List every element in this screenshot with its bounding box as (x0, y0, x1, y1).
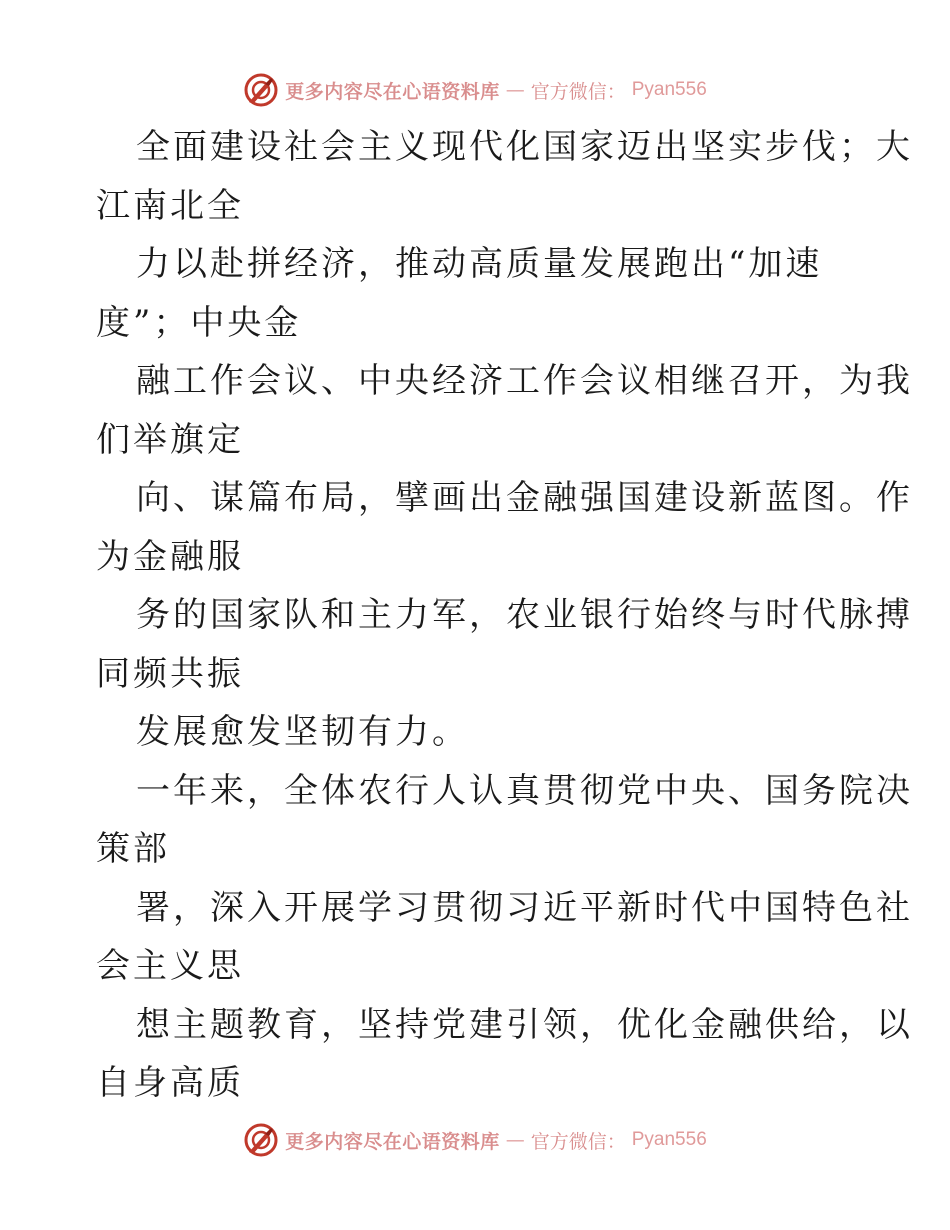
header-watermark-banner (0, 68, 950, 112)
body-line: 力以赴拼经济，推动高质量发展跑出“加速 (136, 244, 823, 284)
body-line: 融工作会议、中央经济工作会议相继召开，为我 (136, 361, 913, 401)
body-line: 们举旗定 (96, 419, 244, 460)
body-line: 自身高质 (96, 1063, 244, 1103)
banner-wechat-label: 官方微信： (530, 1130, 626, 1153)
body-line: 全面建设社会主义现代化国家迈出坚实步伐；大 (136, 127, 913, 167)
brand-logo-icon (243, 1122, 279, 1158)
banner-main-text: 更多内容尽在心语资料库 (285, 80, 500, 103)
footer-watermark-banner (0, 1118, 950, 1162)
banner-main-text: 更多内容尽在心语资料库 (285, 1130, 500, 1153)
body-line: 想主题教育，坚持党建引领，优化金融供给，以 (136, 1004, 913, 1045)
banner-wechat-id: Pyan556 (631, 1129, 707, 1150)
body-line: 江南北全 (96, 185, 244, 226)
body-line: 会主义思 (96, 946, 244, 986)
body-line: 为金融服 (96, 536, 244, 577)
banner-wechat-label: 官方微信： (530, 80, 626, 103)
body-line: 务的国家队和主力军，农业银行始终与时代脉搏 (136, 595, 913, 635)
banner-wechat-id: Pyan556 (631, 79, 707, 100)
body-line: 发展愈发坚韧有力。 (136, 712, 469, 752)
body-line: 度”；中央金 (96, 302, 302, 343)
document-body (96, 118, 913, 1113)
body-line: 署，深入开展学习贯彻习近平新时代中国特色社 (136, 887, 913, 928)
banner-dash: — (505, 79, 525, 101)
banner-dash: — (505, 1129, 525, 1151)
body-line: 一年来，全体农行人认真贯彻党中央、国务院决 (136, 770, 913, 811)
body-line: 策部 (96, 829, 170, 869)
body-line: 同频共振 (96, 653, 244, 694)
brand-logo-icon (243, 72, 279, 108)
body-line: 向、谋篇布局，擘画出金融强国建设新蓝图。作 (136, 478, 913, 518)
